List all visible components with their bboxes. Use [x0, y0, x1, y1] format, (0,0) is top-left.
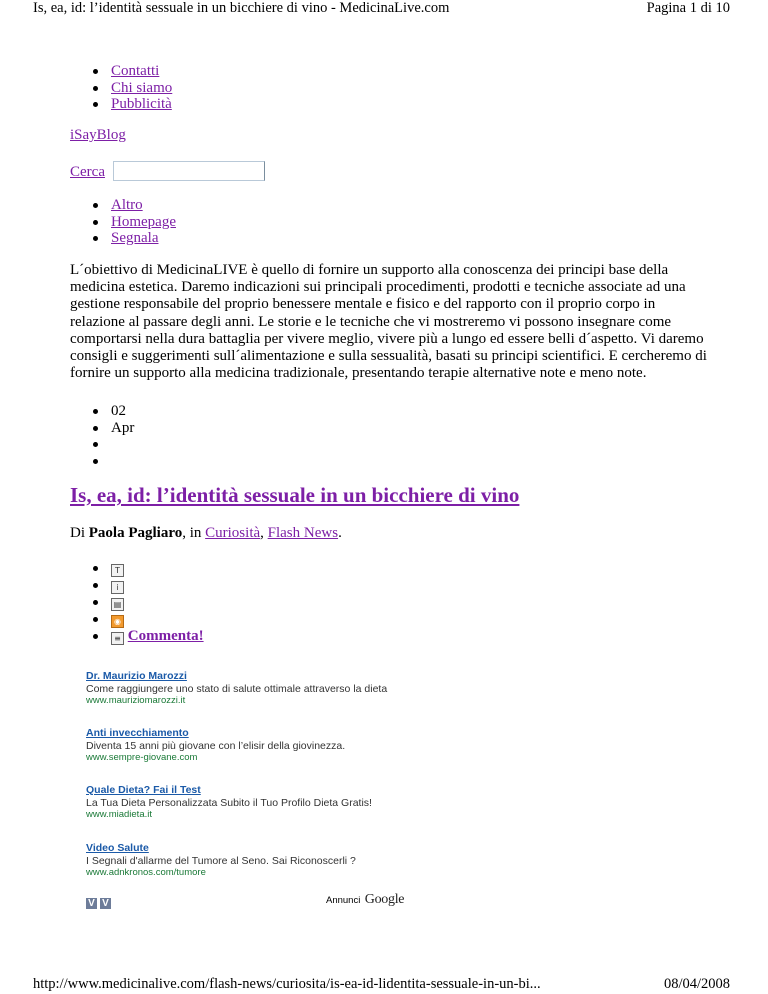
print-footer-date: 08/04/2008: [663, 976, 730, 992]
comment-icon[interactable]: ≡: [111, 632, 124, 645]
search-link[interactable]: Cerca: [70, 164, 105, 180]
ad-footer: [86, 893, 416, 911]
print-header-title: Is, ea, id: l’identità sessuale in un bicchiere di vino - MedicinaLive.com: [33, 0, 450, 16]
ad-title[interactable]: Quale Dieta? Fai il Test: [86, 784, 201, 796]
annunci-label: Annunci: [326, 895, 361, 906]
ad-desc: Diventa 15 anni più giovane con l’elisir della giovinezza.: [86, 739, 346, 752]
tool-item: [70, 628, 204, 645]
ad-prev-button[interactable]: V: [86, 898, 97, 909]
ad-block: [86, 670, 387, 707]
ad-title[interactable]: Video Salute: [86, 842, 149, 854]
nav-item-segnala: [70, 230, 176, 247]
print-header: [33, 0, 730, 17]
ad-title[interactable]: Dr. Maurizio Marozzi: [86, 670, 187, 682]
secondary-nav: [70, 197, 176, 247]
nav-item-pubblicita: [70, 96, 172, 113]
date-month: Apr: [70, 420, 134, 437]
ad-block: [86, 727, 345, 764]
nav-link-altro[interactable]: Altro: [111, 197, 143, 213]
tool-item: [70, 611, 204, 628]
category-curiosita[interactable]: Curiosità: [205, 525, 261, 541]
ad-url[interactable]: www.adnkronos.com/tumore: [86, 867, 206, 878]
byline-prefix: Di: [70, 525, 85, 541]
search-bar: [70, 161, 265, 181]
ad-desc: Come raggiungere uno stato di salute ottimale attraverso la dieta: [86, 682, 388, 695]
nav-link-homepage[interactable]: Homepage: [111, 213, 176, 230]
intro-paragraph: L´obiettivo di MedicinaLIVE è quello di fornire un supporto alla conoscenza dei principi base della medicina estetica. Daremo indicazioni sui principali procedimenti, prodotti e tecniche associate ad una gestione responsabile del proprio benessere mentale e fisico e del rapporto con il proprio corpo in relazione al passare degli anni. Le storie e le tecniche che vi mostreremo vi possono insegnare come comportarsi nella dura battaglia per vivere meglio, vivere più a lungo ed essere belli d´aspetto. Vi daremo consigli e suggerimenti sull´alimentazione e sulla sessualità, basati su principi scientifici. E cercheremo di fornire un supporto alla medicina tradizionale, presentando terapie alternative note e meno note.: [70, 262, 707, 382]
date-list: [70, 403, 134, 469]
date-empty-2: [70, 453, 134, 470]
byline-in: , in: [182, 525, 202, 541]
ad-desc: La Tua Dieta Personalizzata Subito il Tuo Profilo Dieta Gratis!: [86, 796, 372, 809]
blog-link-wrap: [70, 127, 126, 144]
nav-item-homepage: [70, 214, 176, 231]
article-title-wrap: [70, 483, 519, 508]
date-empty-1: [70, 436, 134, 453]
ad-block: [86, 784, 372, 821]
info-icon[interactable]: i: [111, 581, 124, 594]
ad-url[interactable]: www.sempre-giovane.com: [86, 752, 198, 763]
nav-link-pubblicita[interactable]: Pubblicità: [111, 96, 172, 112]
tool-item: [70, 594, 204, 611]
top-nav: [70, 63, 172, 113]
nav-link-chi-siamo[interactable]: Chi siamo: [111, 79, 173, 96]
ad-title[interactable]: Anti invecchiamento: [86, 727, 189, 739]
tool-item: [70, 560, 204, 577]
comment-link[interactable]: Commenta!: [127, 628, 204, 644]
text-size-icon[interactable]: T: [111, 564, 124, 577]
isayblog-link[interactable]: iSayBlog: [70, 127, 126, 143]
ad-block: [86, 842, 356, 879]
category-flash-news[interactable]: Flash News: [267, 525, 339, 541]
article-byline: Di Paola Pagliaro, in Curiosità, Flash News.: [70, 525, 342, 541]
ad-url[interactable]: www.miadieta.it: [86, 809, 152, 820]
ad-next-button[interactable]: V: [100, 898, 111, 909]
search-input[interactable]: [113, 161, 265, 181]
article-title[interactable]: Is, ea, id: l’identità sessuale in un bicchiere di vino: [70, 483, 520, 507]
date-day: 02: [70, 403, 134, 420]
print-header-page: Pagina 1 di 10: [646, 0, 730, 16]
print-icon[interactable]: ▤: [111, 598, 124, 611]
author-name: Paola Pagliaro: [88, 525, 183, 541]
nav-link-contatti[interactable]: Contatti: [111, 63, 160, 79]
nav-item-altro: [70, 197, 176, 214]
nav-link-segnala[interactable]: Segnala: [111, 230, 159, 246]
article-tools: [70, 560, 204, 645]
ad-url[interactable]: www.mauriziomarozzi.it: [86, 695, 186, 706]
rss-icon[interactable]: ◉: [111, 615, 124, 628]
nav-item-contatti: [70, 63, 172, 80]
print-footer-url: http://www.medicinalive.com/flash-news/curiosita/is-ea-id-lidentita-sessuale-in-un-bi...: [33, 976, 541, 992]
google-logo: Google: [364, 892, 405, 907]
nav-item-chi-siamo: [70, 80, 172, 97]
print-footer: [33, 976, 730, 993]
ad-desc: I Segnali d'allarme del Tumore al Seno. Sai Riconoscerli ?: [86, 854, 356, 867]
tool-item: [70, 577, 204, 594]
ads-by-google[interactable]: [326, 890, 404, 908]
